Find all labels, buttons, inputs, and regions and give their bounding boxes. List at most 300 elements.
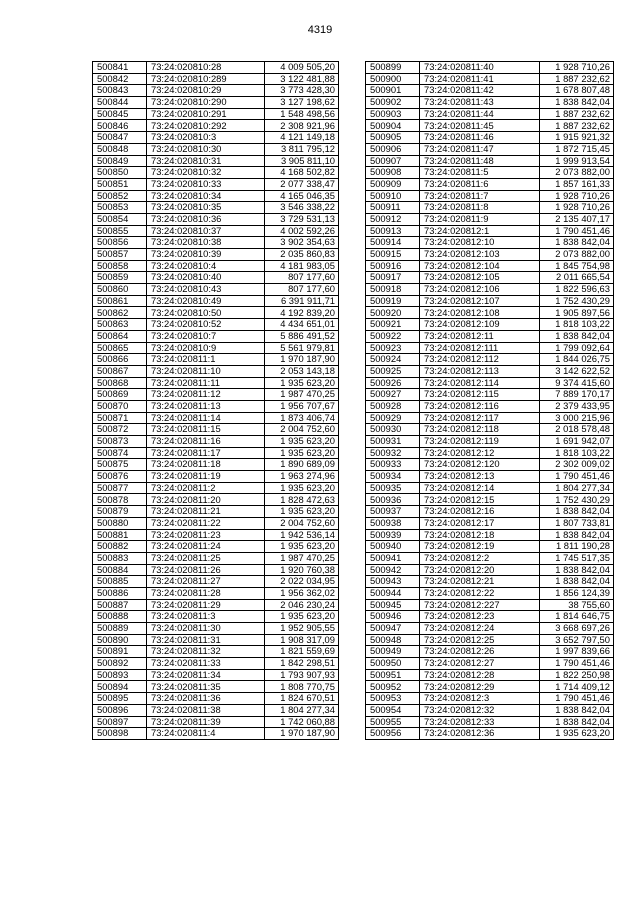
cadastral-number: 73:24:020810:40 bbox=[147, 272, 265, 284]
record-number: 500916 bbox=[366, 260, 420, 272]
table-row bbox=[366, 471, 614, 483]
table-row bbox=[366, 237, 614, 249]
cadastral-number: 73:24:020812:117 bbox=[420, 412, 540, 424]
cadastral-value: 3 811 795,12 bbox=[265, 143, 339, 155]
cadastral-number: 73:24:020812:33 bbox=[420, 716, 540, 728]
cadastral-value: 1 838 842,04 bbox=[540, 97, 614, 109]
cadastral-number: 73:24:020812:20 bbox=[420, 564, 540, 576]
cadastral-value: 2 073 882,00 bbox=[540, 167, 614, 179]
cadastral-value: 3 000 215,96 bbox=[540, 412, 614, 424]
table-row bbox=[93, 307, 339, 319]
cadastral-number: 73:24:020812:106 bbox=[420, 284, 540, 296]
cadastral-number: 73:24:020811:3 bbox=[147, 611, 265, 623]
cadastral-value: 1 691 942,07 bbox=[540, 436, 614, 448]
table-row bbox=[93, 342, 339, 354]
table-row bbox=[93, 249, 339, 261]
record-number: 500909 bbox=[366, 178, 420, 190]
cadastral-value: 1 942 536,14 bbox=[265, 529, 339, 541]
table-row bbox=[93, 377, 339, 389]
record-number: 500879 bbox=[93, 506, 147, 518]
cadastral-value: 1 987 470,25 bbox=[265, 389, 339, 401]
record-number: 500853 bbox=[93, 202, 147, 214]
record-number: 500886 bbox=[93, 587, 147, 599]
record-number: 500846 bbox=[93, 120, 147, 132]
cadastral-number: 73:24:020812:32 bbox=[420, 704, 540, 716]
record-number: 500908 bbox=[366, 167, 420, 179]
table-row bbox=[93, 611, 339, 623]
cadastral-value: 2 004 752,60 bbox=[265, 424, 339, 436]
table-row bbox=[366, 623, 614, 635]
cadastral-value: 3 127 198,62 bbox=[265, 97, 339, 109]
cadastral-number: 73:24:020810:9 bbox=[147, 342, 265, 354]
cadastral-value: 1 963 274,96 bbox=[265, 471, 339, 483]
cadastral-number: 73:24:020811:31 bbox=[147, 634, 265, 646]
cadastral-number: 73:24:020812:36 bbox=[420, 728, 540, 740]
cadastral-number: 73:24:020811:22 bbox=[147, 517, 265, 529]
cadastral-number: 73:24:020811:4 bbox=[147, 728, 265, 740]
table-row bbox=[366, 412, 614, 424]
record-number: 500922 bbox=[366, 330, 420, 342]
cadastral-number: 73:24:020810:290 bbox=[147, 97, 265, 109]
page-number: 4319 bbox=[307, 24, 333, 36]
table-row bbox=[93, 190, 339, 202]
table-row bbox=[366, 658, 614, 670]
table-row bbox=[366, 319, 614, 331]
cadastral-value: 3 668 697,26 bbox=[540, 623, 614, 635]
table-row bbox=[93, 319, 339, 331]
cadastral-value: 9 374 415,60 bbox=[540, 377, 614, 389]
record-number: 500861 bbox=[93, 295, 147, 307]
cadastral-value: 2 011 665,54 bbox=[540, 272, 614, 284]
table-row bbox=[93, 599, 339, 611]
table-row bbox=[366, 284, 614, 296]
table-row bbox=[366, 132, 614, 144]
record-number: 500925 bbox=[366, 365, 420, 377]
record-number: 500885 bbox=[93, 576, 147, 588]
cadastral-number: 73:24:020812:111 bbox=[420, 342, 540, 354]
cadastral-number: 73:24:020811:9 bbox=[420, 213, 540, 225]
table-row bbox=[366, 85, 614, 97]
table-row bbox=[93, 646, 339, 658]
cadastral-number: 73:24:020812:25 bbox=[420, 634, 540, 646]
cadastral-value: 2 379 433,95 bbox=[540, 400, 614, 412]
table-row bbox=[366, 587, 614, 599]
cadastral-value: 1 935 623,20 bbox=[265, 447, 339, 459]
record-number: 500857 bbox=[93, 249, 147, 261]
cadastral-value: 1 928 710,26 bbox=[540, 190, 614, 202]
cadastral-number: 73:24:020810:29 bbox=[147, 85, 265, 97]
table-row bbox=[366, 120, 614, 132]
record-number: 500863 bbox=[93, 319, 147, 331]
table-row bbox=[93, 424, 339, 436]
record-number: 500907 bbox=[366, 155, 420, 167]
cadastral-number: 73:24:020811:38 bbox=[147, 704, 265, 716]
record-number: 500932 bbox=[366, 447, 420, 459]
cadastral-number: 73:24:020811:10 bbox=[147, 365, 265, 377]
record-number: 500906 bbox=[366, 143, 420, 155]
record-number: 500927 bbox=[366, 389, 420, 401]
record-number: 500903 bbox=[366, 108, 420, 120]
record-number: 500895 bbox=[93, 693, 147, 705]
record-number: 500881 bbox=[93, 529, 147, 541]
table-row bbox=[366, 529, 614, 541]
cadastral-number: 73:24:020812:12 bbox=[420, 447, 540, 459]
cadastral-value: 1 818 103,22 bbox=[540, 319, 614, 331]
cadastral-number: 73:24:020811:40 bbox=[420, 62, 540, 74]
cadastral-value: 1 790 451,46 bbox=[540, 225, 614, 237]
cadastral-value: 7 889 170,17 bbox=[540, 389, 614, 401]
table-row bbox=[93, 681, 339, 693]
record-number: 500871 bbox=[93, 412, 147, 424]
table-row bbox=[366, 213, 614, 225]
record-number: 500945 bbox=[366, 599, 420, 611]
cadastral-number: 73:24:020811:26 bbox=[147, 564, 265, 576]
cadastral-value: 1 908 317,09 bbox=[265, 634, 339, 646]
record-number: 500858 bbox=[93, 260, 147, 272]
cadastral-number: 73:24:020810:43 bbox=[147, 284, 265, 296]
record-number: 500848 bbox=[93, 143, 147, 155]
cadastral-value: 1 793 907,93 bbox=[265, 669, 339, 681]
cadastral-value: 2 018 578,48 bbox=[540, 424, 614, 436]
table-row bbox=[93, 634, 339, 646]
record-number: 500842 bbox=[93, 73, 147, 85]
record-number: 500942 bbox=[366, 564, 420, 576]
table-row bbox=[366, 249, 614, 261]
record-number: 500943 bbox=[366, 576, 420, 588]
cadastral-value: 2 135 407,17 bbox=[540, 213, 614, 225]
record-number: 500951 bbox=[366, 669, 420, 681]
cadastral-number: 73:24:020812:112 bbox=[420, 354, 540, 366]
cadastral-value: 1 928 710,26 bbox=[540, 202, 614, 214]
table-row bbox=[93, 412, 339, 424]
cadastral-number: 73:24:020811:28 bbox=[147, 587, 265, 599]
cadastral-value: 1 838 842,04 bbox=[540, 564, 614, 576]
record-number: 500843 bbox=[93, 85, 147, 97]
record-number: 500905 bbox=[366, 132, 420, 144]
cadastral-number: 73:24:020812:2 bbox=[420, 552, 540, 564]
record-number: 500928 bbox=[366, 400, 420, 412]
cadastral-value: 1 887 232,62 bbox=[540, 108, 614, 120]
record-number: 500919 bbox=[366, 295, 420, 307]
record-number: 500849 bbox=[93, 155, 147, 167]
table-row bbox=[366, 728, 614, 740]
table-row bbox=[93, 564, 339, 576]
cadastral-number: 73:24:020810:39 bbox=[147, 249, 265, 261]
cadastral-value: 1 714 409,12 bbox=[540, 681, 614, 693]
record-number: 500954 bbox=[366, 704, 420, 716]
cadastral-number: 73:24:020812:21 bbox=[420, 576, 540, 588]
cadastral-value: 1 887 232,62 bbox=[540, 120, 614, 132]
table-row bbox=[93, 295, 339, 307]
cadastral-value: 1 814 646,75 bbox=[540, 611, 614, 623]
table-row bbox=[93, 529, 339, 541]
cadastral-number: 73:24:020812:227 bbox=[420, 599, 540, 611]
cadastral-number: 73:24:020811:46 bbox=[420, 132, 540, 144]
cadastral-number: 73:24:020812:22 bbox=[420, 587, 540, 599]
table-row bbox=[93, 85, 339, 97]
cadastral-value: 1 804 277,34 bbox=[540, 482, 614, 494]
record-number: 500845 bbox=[93, 108, 147, 120]
record-number: 500893 bbox=[93, 669, 147, 681]
record-number: 500949 bbox=[366, 646, 420, 658]
cadastral-value: 1 811 190,28 bbox=[540, 541, 614, 553]
record-number: 500939 bbox=[366, 529, 420, 541]
cadastral-number: 73:24:020811:21 bbox=[147, 506, 265, 518]
record-number: 500944 bbox=[366, 587, 420, 599]
record-number: 500940 bbox=[366, 541, 420, 553]
record-number: 500880 bbox=[93, 517, 147, 529]
table-row bbox=[366, 190, 614, 202]
cadastral-number: 73:24:020810:7 bbox=[147, 330, 265, 342]
cadastral-value: 1 956 362,02 bbox=[265, 587, 339, 599]
table-row bbox=[366, 447, 614, 459]
cadastral-number: 73:24:020811:20 bbox=[147, 494, 265, 506]
table-row bbox=[93, 482, 339, 494]
table-row bbox=[366, 564, 614, 576]
table-row bbox=[366, 704, 614, 716]
record-number: 500935 bbox=[366, 482, 420, 494]
table-row bbox=[93, 132, 339, 144]
cadastral-number: 73:24:020811:32 bbox=[147, 646, 265, 658]
table-row bbox=[93, 284, 339, 296]
cadastral-number: 73:24:020810:52 bbox=[147, 319, 265, 331]
cadastral-value: 1 872 715,45 bbox=[540, 143, 614, 155]
record-number: 500864 bbox=[93, 330, 147, 342]
cadastral-value: 1 818 103,22 bbox=[540, 447, 614, 459]
cadastral-number: 73:24:020810:31 bbox=[147, 155, 265, 167]
cadastral-value: 1 752 430,29 bbox=[540, 494, 614, 506]
record-number: 500891 bbox=[93, 646, 147, 658]
cadastral-number: 73:24:020810:292 bbox=[147, 120, 265, 132]
cadastral-value: 1 915 921,32 bbox=[540, 132, 614, 144]
record-number: 500915 bbox=[366, 249, 420, 261]
table-row bbox=[93, 97, 339, 109]
cadastral-number: 73:24:020811:36 bbox=[147, 693, 265, 705]
cadastral-number: 73:24:020812:114 bbox=[420, 377, 540, 389]
cadastral-number: 73:24:020810:3 bbox=[147, 132, 265, 144]
cadastral-number: 73:24:020810:291 bbox=[147, 108, 265, 120]
table-row bbox=[93, 389, 339, 401]
table-row bbox=[366, 716, 614, 728]
cadastral-value: 38 755,60 bbox=[540, 599, 614, 611]
cadastral-number: 73:24:020812:108 bbox=[420, 307, 540, 319]
table-row bbox=[366, 634, 614, 646]
table-row bbox=[93, 120, 339, 132]
cadastral-value: 3 142 622,52 bbox=[540, 365, 614, 377]
record-number: 500901 bbox=[366, 85, 420, 97]
table-row bbox=[366, 225, 614, 237]
cadastral-number: 73:24:020812:13 bbox=[420, 471, 540, 483]
cadastral-number: 73:24:020812:120 bbox=[420, 459, 540, 471]
cadastral-value: 1 935 623,20 bbox=[265, 436, 339, 448]
table-row bbox=[93, 704, 339, 716]
table-row bbox=[93, 669, 339, 681]
cadastral-value: 3 729 531,13 bbox=[265, 213, 339, 225]
table-row bbox=[93, 693, 339, 705]
record-number: 500956 bbox=[366, 728, 420, 740]
cadastral-value: 1 970 187,90 bbox=[265, 728, 339, 740]
cadastral-value: 4 192 839,20 bbox=[265, 307, 339, 319]
cadastral-value: 1 838 842,04 bbox=[540, 716, 614, 728]
cadastral-number: 73:24:020811:25 bbox=[147, 552, 265, 564]
cadastral-number: 73:24:020811:16 bbox=[147, 436, 265, 448]
cadastral-number: 73:24:020810:50 bbox=[147, 307, 265, 319]
table-row bbox=[366, 669, 614, 681]
record-number: 500878 bbox=[93, 494, 147, 506]
cadastral-value: 1 952 905,55 bbox=[265, 623, 339, 635]
cadastral-number: 73:24:020812:18 bbox=[420, 529, 540, 541]
table-row bbox=[93, 237, 339, 249]
cadastral-value: 2 302 009,02 bbox=[540, 459, 614, 471]
cadastral-value: 1 678 807,48 bbox=[540, 85, 614, 97]
record-number: 500938 bbox=[366, 517, 420, 529]
cadastral-value: 1 804 277,34 bbox=[265, 704, 339, 716]
record-number: 500924 bbox=[366, 354, 420, 366]
cadastral-value: 1 890 689,09 bbox=[265, 459, 339, 471]
cadastral-value: 1 822 250,98 bbox=[540, 669, 614, 681]
cadastral-value: 1 822 596,63 bbox=[540, 284, 614, 296]
cadastral-number: 73:24:020810:38 bbox=[147, 237, 265, 249]
cadastral-number: 73:24:020812:26 bbox=[420, 646, 540, 658]
cadastral-value: 3 902 354,63 bbox=[265, 237, 339, 249]
table-row bbox=[366, 365, 614, 377]
cadastral-value: 1 935 623,20 bbox=[540, 728, 614, 740]
table-row bbox=[366, 436, 614, 448]
record-number: 500872 bbox=[93, 424, 147, 436]
cadastral-value: 1 997 839,66 bbox=[540, 646, 614, 658]
record-number: 500841 bbox=[93, 62, 147, 74]
cadastral-value: 1 956 707,67 bbox=[265, 400, 339, 412]
table-row bbox=[366, 389, 614, 401]
table-row bbox=[93, 658, 339, 670]
record-number: 500952 bbox=[366, 681, 420, 693]
table-row bbox=[93, 576, 339, 588]
table-row bbox=[93, 552, 339, 564]
record-number: 500887 bbox=[93, 599, 147, 611]
cadastral-number: 73:24:020812:103 bbox=[420, 249, 540, 261]
cadastral-value: 3 546 338,22 bbox=[265, 202, 339, 214]
table-row bbox=[93, 62, 339, 74]
table-row bbox=[366, 342, 614, 354]
cadastral-value: 2 004 752,60 bbox=[265, 517, 339, 529]
record-number: 500911 bbox=[366, 202, 420, 214]
cadastral-value: 1 970 187,90 bbox=[265, 354, 339, 366]
table-row bbox=[366, 599, 614, 611]
record-number: 500847 bbox=[93, 132, 147, 144]
cadastral-number: 73:24:020811:17 bbox=[147, 447, 265, 459]
table-row bbox=[366, 62, 614, 74]
cadastral-value: 1 838 842,04 bbox=[540, 529, 614, 541]
cadastral-number: 73:24:020810:35 bbox=[147, 202, 265, 214]
table-row bbox=[93, 447, 339, 459]
table-row bbox=[366, 155, 614, 167]
cadastral-number: 73:24:020812:10 bbox=[420, 237, 540, 249]
table-row bbox=[366, 541, 614, 553]
cadastral-value: 1 548 498,56 bbox=[265, 108, 339, 120]
cadastral-number: 73:24:020812:14 bbox=[420, 482, 540, 494]
record-number: 500876 bbox=[93, 471, 147, 483]
table-row bbox=[366, 307, 614, 319]
cadastral-value: 5 886 491,52 bbox=[265, 330, 339, 342]
cadastral-number: 73:24:020812:11 bbox=[420, 330, 540, 342]
cadastral-value: 1 857 161,33 bbox=[540, 178, 614, 190]
cadastral-value: 1 807 733,81 bbox=[540, 517, 614, 529]
record-number: 500902 bbox=[366, 97, 420, 109]
table-row bbox=[93, 728, 339, 740]
register-table-left bbox=[92, 61, 339, 740]
cadastral-number: 73:24:020811:45 bbox=[420, 120, 540, 132]
table-row bbox=[93, 167, 339, 179]
cadastral-value: 4 434 651,01 bbox=[265, 319, 339, 331]
cadastral-number: 73:24:020812:109 bbox=[420, 319, 540, 331]
table-row bbox=[366, 646, 614, 658]
cadastral-value: 1 790 451,46 bbox=[540, 693, 614, 705]
record-number: 500894 bbox=[93, 681, 147, 693]
cadastral-value: 1 821 559,69 bbox=[265, 646, 339, 658]
table-row bbox=[93, 213, 339, 225]
cadastral-number: 73:24:020811:29 bbox=[147, 599, 265, 611]
record-number: 500900 bbox=[366, 73, 420, 85]
table-row bbox=[93, 541, 339, 553]
table-row bbox=[93, 143, 339, 155]
table-row bbox=[366, 143, 614, 155]
cadastral-value: 1 845 754,98 bbox=[540, 260, 614, 272]
record-number: 500899 bbox=[366, 62, 420, 74]
cadastral-number: 73:24:020812:107 bbox=[420, 295, 540, 307]
cadastral-number: 73:24:020811:14 bbox=[147, 412, 265, 424]
table-row bbox=[93, 155, 339, 167]
cadastral-number: 73:24:020810:36 bbox=[147, 213, 265, 225]
record-number: 500859 bbox=[93, 272, 147, 284]
record-number: 500877 bbox=[93, 482, 147, 494]
record-number: 500931 bbox=[366, 436, 420, 448]
table-row bbox=[93, 202, 339, 214]
cadastral-value: 1 808 770,75 bbox=[265, 681, 339, 693]
record-number: 500888 bbox=[93, 611, 147, 623]
cadastral-number: 73:24:020810:289 bbox=[147, 73, 265, 85]
table-row bbox=[93, 260, 339, 272]
table-row bbox=[366, 260, 614, 272]
record-number: 500941 bbox=[366, 552, 420, 564]
table-row bbox=[366, 108, 614, 120]
record-number: 500910 bbox=[366, 190, 420, 202]
record-number: 500897 bbox=[93, 716, 147, 728]
cadastral-number: 73:24:020812:28 bbox=[420, 669, 540, 681]
cadastral-number: 73:24:020811:47 bbox=[420, 143, 540, 155]
record-number: 500923 bbox=[366, 342, 420, 354]
cadastral-number: 73:24:020811:24 bbox=[147, 541, 265, 553]
cadastral-value: 5 561 979,81 bbox=[265, 342, 339, 354]
table-row bbox=[366, 167, 614, 179]
record-number: 500855 bbox=[93, 225, 147, 237]
table-row bbox=[93, 623, 339, 635]
record-number: 500950 bbox=[366, 658, 420, 670]
record-number: 500867 bbox=[93, 365, 147, 377]
cadastral-value: 1 905 897,56 bbox=[540, 307, 614, 319]
record-number: 500904 bbox=[366, 120, 420, 132]
cadastral-value: 4 009 505,20 bbox=[265, 62, 339, 74]
record-number: 500947 bbox=[366, 623, 420, 635]
record-number: 500937 bbox=[366, 506, 420, 518]
record-number: 500918 bbox=[366, 284, 420, 296]
cadastral-value: 2 073 882,00 bbox=[540, 249, 614, 261]
cadastral-number: 73:24:020811:48 bbox=[420, 155, 540, 167]
cadastral-number: 73:24:020812:116 bbox=[420, 400, 540, 412]
table-row bbox=[93, 225, 339, 237]
record-number: 500844 bbox=[93, 97, 147, 109]
cadastral-value: 1 887 232,62 bbox=[540, 73, 614, 85]
cadastral-value: 1 928 710,26 bbox=[540, 62, 614, 74]
